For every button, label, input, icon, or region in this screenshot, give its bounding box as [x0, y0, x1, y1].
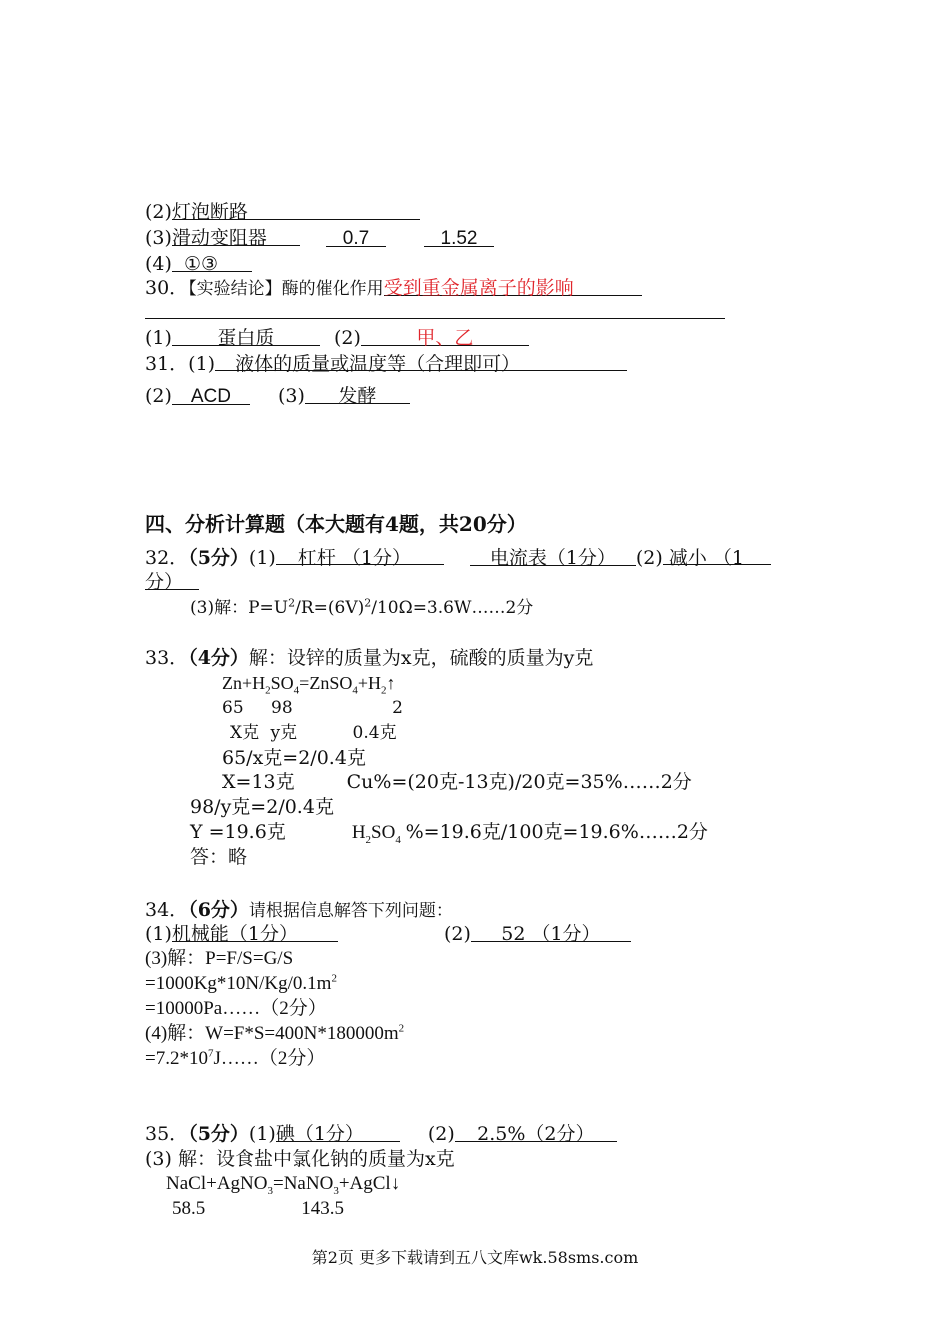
solution-line: 98/y克=2/0.4克 [190, 796, 334, 818]
answer-text: 52 （1分） [501, 923, 601, 945]
question-35 [145, 1122, 617, 1146]
item-number: (3) [145, 227, 172, 249]
molar-mass: 65 [222, 698, 244, 718]
answer-line-3 [145, 226, 494, 250]
item-number: (2) [427, 1123, 455, 1145]
unknown: X克 [230, 723, 260, 743]
answer-blank [276, 546, 444, 569]
item-number: (4) [145, 253, 172, 275]
molar-mass: 98 [271, 698, 293, 718]
question-32 [145, 546, 771, 570]
item-number: (2) [333, 327, 361, 349]
question-34 [145, 898, 453, 923]
solution-line [145, 1022, 404, 1046]
answer-blank [424, 227, 494, 247]
question-30-answers [145, 326, 529, 350]
chemical-equation: $Zn+H_2SO_4=ZnSO_4+H_2↑$ [222, 673, 396, 697]
item-number: (1) [248, 1123, 276, 1145]
exponent: 2 [398, 1022, 405, 1035]
solution-line: 65/x克=2/0.4克 [222, 747, 366, 769]
answer-text: 滑动变阻器 [171, 227, 267, 249]
answer-text: 甲、乙 [416, 327, 474, 349]
molar-mass-row [172, 1197, 344, 1221]
item-number: (2) [443, 923, 471, 945]
answer-blank [383, 276, 642, 299]
formula-text: (3)解：P=U [190, 598, 289, 618]
answer-blank [171, 200, 420, 223]
solution-line [145, 1047, 325, 1071]
answer-text: 碘（1分） [275, 1123, 364, 1145]
question-34-answers [145, 922, 631, 946]
section-heading: 四、分析计算题（本大题有4题，共20分） [145, 512, 527, 536]
question-number: 30． [145, 277, 189, 299]
solution-line: (3)解：P=F/S=G/S [145, 948, 294, 969]
answer-blank [171, 226, 300, 249]
page-footer: 第2页 更多下载请到五八文库wk.58sms.com [311, 1248, 639, 1267]
answer-text: 分） [145, 571, 184, 593]
solution-text: =1000Kg*10N/Kg/0.1m [145, 973, 332, 994]
question-32-continued [145, 570, 199, 594]
answer-text: 机械能（1分） [171, 923, 299, 945]
unknowns-row [230, 721, 397, 745]
answer-text: 杠杆 （1分） [297, 547, 411, 569]
solution-text: Cu%=(20克-13克)/20克=35%……2分 [346, 771, 692, 793]
exponent: 2 [331, 972, 337, 985]
exponent: 7 [207, 1047, 214, 1060]
question-31 [145, 352, 627, 376]
score: （6分） [188, 899, 249, 921]
answer-line-2 [145, 200, 420, 224]
question-number: 31．(1) [145, 353, 216, 375]
answer-blank [326, 227, 386, 247]
solution-text: %=19.6克/100克=19.6%……2分 [405, 821, 708, 843]
question-32-solution [190, 596, 533, 620]
solution-text: (4)解：W=F*S=400N*180000m [145, 1023, 399, 1044]
answer-line-4 [145, 252, 252, 276]
answer-text: 0.7 [342, 228, 370, 249]
item-number: (1) [145, 923, 172, 945]
item-number: (2) [635, 547, 663, 569]
answer-blank [455, 1122, 617, 1145]
chemical-equation: NaCl+AgNO$_3$=NaNO$_3$+AgCl↓ [166, 1173, 401, 1197]
solution-text: X=13克 [222, 771, 295, 793]
answer-text: 2.5%（2分） [477, 1123, 595, 1145]
molar-mass: 2 [392, 698, 403, 718]
answer-text: 液体的质量或温度等（合理即可） [235, 353, 521, 375]
item-number: (3) [277, 385, 305, 407]
answer-text: 灯泡断路 [171, 201, 248, 223]
molar-mass: 58.5 [172, 1198, 206, 1219]
question-number: 35． [145, 1123, 189, 1145]
question-text: 解：设锌的质量为x克，硫酸的质量为y克 [248, 647, 594, 669]
exponent: 2 [288, 596, 296, 610]
solution-line: (3) 解：设食盐中氯化钠的质量为x克 [145, 1148, 455, 1170]
formula-text: /10Ω=3.6W……2分 [371, 598, 534, 618]
answer-text: ACD [190, 386, 231, 407]
molar-mass: 143.5 [301, 1198, 344, 1219]
solution-text: =7.2*10 [145, 1048, 208, 1069]
answer-blank [145, 570, 199, 593]
solution-line [222, 770, 692, 794]
score: （5分） [188, 547, 249, 569]
solution-line: Y =19.6克 $H_2SO_4$ %=19.6克/100克=19.6%……2分 [190, 821, 708, 846]
answer-blank [361, 326, 529, 349]
score: （5分） [188, 1123, 249, 1145]
exponent: 2 [364, 596, 372, 610]
solution-text: J……（2分） [213, 1048, 326, 1069]
question-33 [145, 646, 593, 670]
formula-text: /R=(6V) [295, 598, 365, 618]
question-number: 33． [145, 647, 189, 669]
answer-blank [275, 1122, 400, 1145]
unknown: 0.4克 [352, 723, 397, 743]
answer-blank [172, 252, 252, 275]
solution-line [145, 972, 337, 996]
molar-mass-row [222, 696, 403, 720]
answer-blank [305, 384, 410, 407]
answer-blank [172, 385, 250, 405]
answer-text: 电流表（1分） [489, 547, 616, 569]
question-31-answers [145, 384, 410, 408]
answer-text: 减小 （1 [668, 547, 744, 569]
answer-blank [172, 326, 320, 349]
answer-text: 蛋白质 [217, 327, 275, 349]
answer-blank [215, 352, 627, 375]
item-number: (1) [248, 547, 276, 569]
question-number: 32． [145, 547, 189, 569]
item-number: (2) [145, 201, 172, 223]
answer-text: ①③ [184, 253, 219, 275]
question-number: 34． [145, 899, 189, 921]
solution-text: Y =19.6克 [190, 821, 286, 843]
answer-text: 受到重金属离子的影响 [383, 277, 574, 299]
answer-text: 发酵 [338, 385, 377, 407]
answer-blank [470, 546, 636, 569]
answer-blank [663, 546, 771, 569]
item-number: (1) [145, 327, 172, 349]
solution-line: =10000Pa……（2分） [145, 998, 327, 1019]
item-number: (2) [145, 385, 172, 407]
score: （4分） [188, 647, 249, 669]
unknown: y克 [270, 723, 298, 743]
answer-blank [471, 922, 631, 945]
blank-rule [145, 318, 725, 319]
answer-blank [171, 922, 338, 945]
question-text: 请根据信息解答下列问题： [248, 901, 453, 921]
question-30 [145, 276, 642, 301]
question-text: 【实验结论】酶的催化作用 [188, 279, 384, 299]
answer-text: 1.52 [440, 228, 478, 249]
answer-conclusion: 答：略 [190, 846, 248, 868]
